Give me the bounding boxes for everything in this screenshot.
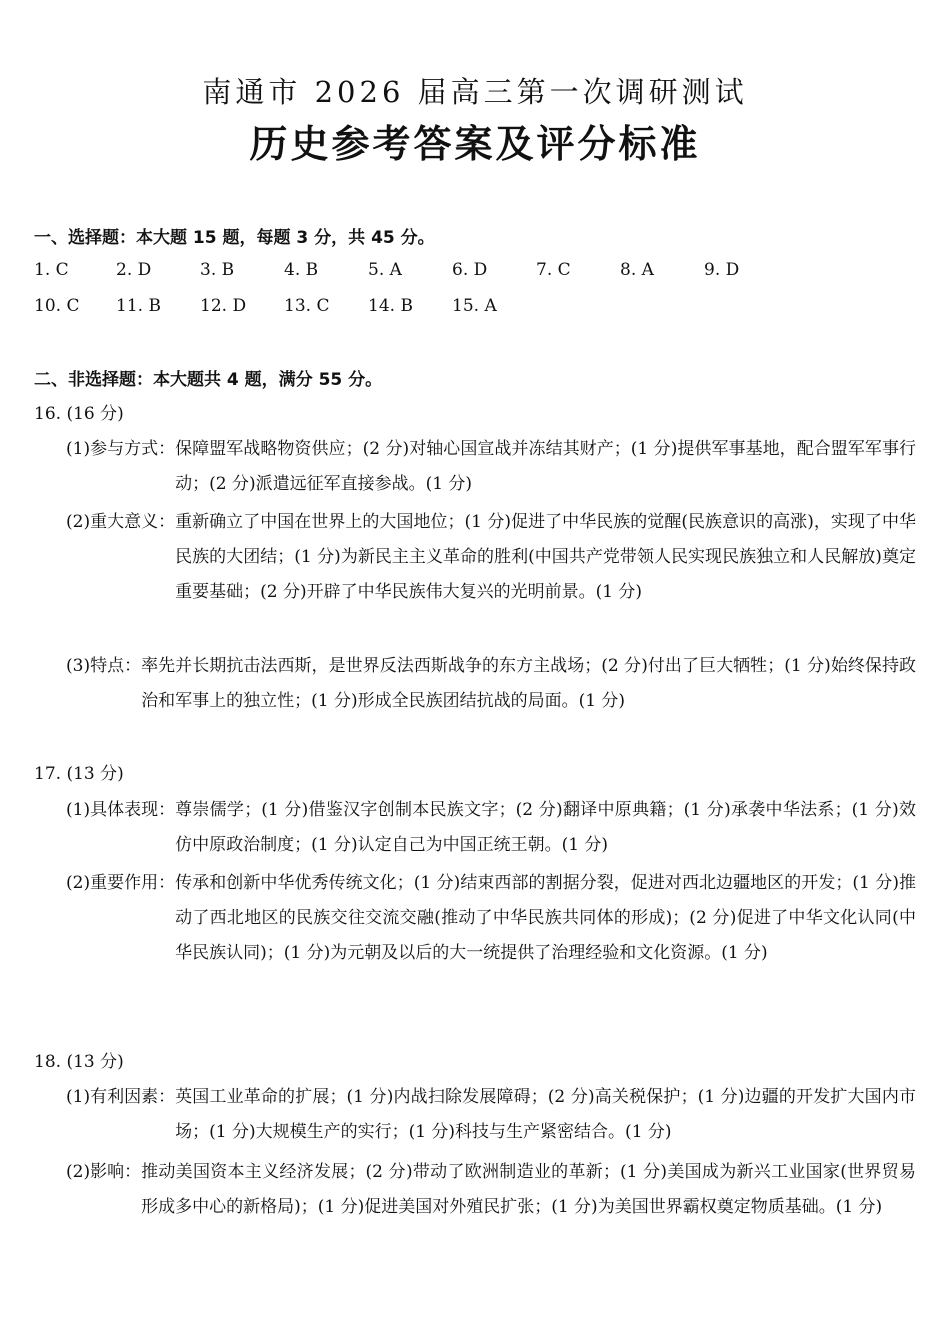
mc-answer: 5. A xyxy=(368,260,402,280)
item-label: (1)具体表现： xyxy=(66,800,176,820)
section1-heading: 一、选择题：本大题 15 题，每题 3 分，共 45 分。 xyxy=(34,228,435,248)
q17-item-2 xyxy=(66,866,916,971)
item-label: (2)重大意义： xyxy=(66,512,176,532)
section2-heading: 二、非选择题：本大题共 4 题，满分 55 分。 xyxy=(34,370,383,390)
item-label: (2)影响： xyxy=(66,1162,142,1182)
q16-item-1 xyxy=(66,432,916,502)
q16-item-3 xyxy=(66,649,916,719)
item-text: 推动美国资本主义经济发展；(2 分)带动了欧洲制造业的革新；(1 分)美国成为新兴工业国家(世界贸易形成多中心的新格局)；(1 分)促进美国对外殖民扩张；(1 分)为美国世界霸权奠定物质基础。(1 分) xyxy=(141,1162,916,1217)
mc-answer: 13. C xyxy=(284,296,330,316)
mc-answer: 6. D xyxy=(452,260,488,280)
mc-answer: 14. B xyxy=(368,296,413,316)
document-subtitle: 历史参考答案及评分标准 xyxy=(249,122,701,166)
mc-answer: 2. D xyxy=(116,260,152,280)
mc-answer: 15. A xyxy=(452,296,497,316)
mc-answer: 10. C xyxy=(34,296,80,316)
mc-answer: 1. C xyxy=(34,260,69,280)
mc-answer: 12. D xyxy=(200,296,247,316)
question-17-heading: 17. (13 分) xyxy=(34,764,124,784)
mc-answer: 7. C xyxy=(536,260,571,280)
item-text: 重新确立了中国在世界上的大国地位；(1 分)促进了中华民族的觉醒(民族意识的高涨)，实现了中华民族的大团结；(1 分)为新民主主义革命的胜利(中国共产党带领人民实现民族独立和人民解放)奠定重要基础；(2 分)开辟了中华民族伟大复兴的光明前景。(1 分) xyxy=(175,512,916,602)
item-label: (2)重要作用： xyxy=(66,873,176,893)
q18-item-1 xyxy=(66,1080,916,1150)
q18-item-2 xyxy=(66,1155,916,1225)
q17-item-1 xyxy=(66,793,916,863)
item-text: 率先并长期抗击法西斯，是世界反法西斯战争的东方主战场；(2 分)付出了巨大牺牲；(1 分)始终保持政治和军事上的独立性；(1 分)形成全民族团结抗战的局面。(1 分) xyxy=(141,656,916,711)
item-text: 英国工业革命的扩展；(1 分)内战扫除发展障碍；(2 分)高关税保护；(1 分)边疆的开发扩大国内市场；(1 分)大规模生产的实行；(1 分)科技与生产紧密结合。(1 分) xyxy=(175,1087,916,1142)
question-16-heading: 16. (16 分) xyxy=(34,404,124,424)
item-label: (1)参与方式： xyxy=(66,439,176,459)
item-label: (3)特点： xyxy=(66,656,142,676)
exam-title: 南通市 2026 届高三第一次调研测试 xyxy=(202,75,748,109)
mc-answer: 11. B xyxy=(116,296,161,316)
item-text: 保障盟军战略物资供应；(2 分)对轴心国宣战并冻结其财产；(1 分)提供军事基地，配合盟军军事行动；(2 分)派遣远征军直接参战。(1 分) xyxy=(175,439,916,494)
question-18-heading: 18. (13 分) xyxy=(34,1052,124,1072)
mc-answer: 8. A xyxy=(620,260,654,280)
mc-answer: 3. B xyxy=(200,260,235,280)
item-label: (1)有利因素： xyxy=(66,1087,176,1107)
mc-answer: 9. D xyxy=(704,260,740,280)
item-text: 尊崇儒学；(1 分)借鉴汉字创制本民族文字；(2 分)翻译中原典籍；(1 分)承袭中华法系；(1 分)效仿中原政治制度；(1 分)认定自己为中国正统王朝。(1 分) xyxy=(175,800,916,855)
q16-item-2 xyxy=(66,505,916,610)
mc-answer: 4. B xyxy=(284,260,319,280)
item-text: 传承和创新中华优秀传统文化；(1 分)结束西部的割据分裂，促进对西北边疆地区的开发；(1 分)推动了西北地区的民族交往交流交融(推动了中华民族共同体的形成)；(2 分)促进了中华文化认同(中华民族认同)；(1 分)为元朝及以后的大一统提供了治理经验和文化资源。(1 分) xyxy=(175,873,916,963)
